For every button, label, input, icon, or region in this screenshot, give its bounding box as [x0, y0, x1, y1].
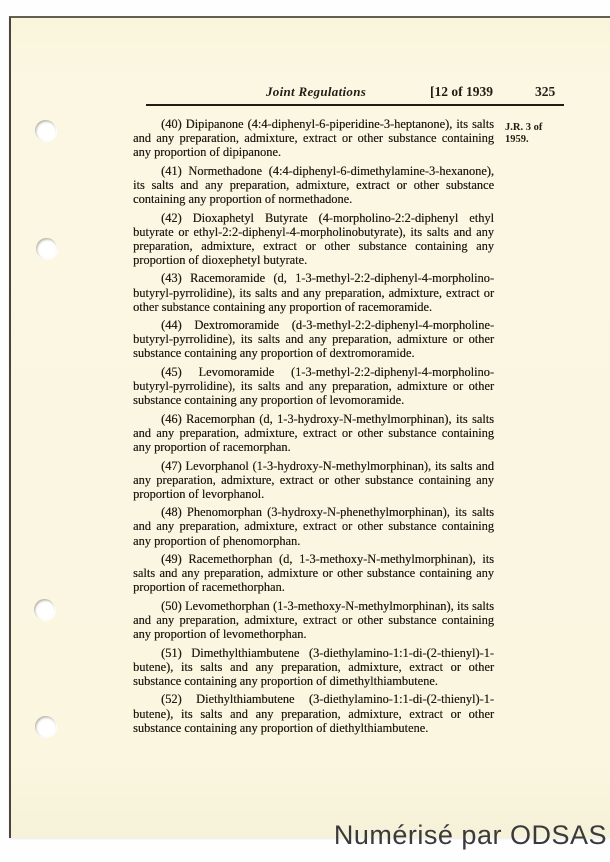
regulation-paragraph: (40) Dipipanone (4:4-diphenyl-6-piperidine-3-heptanone), its salts and any preparation, admixture, extract or other substance containing any proportion of dipipanone. — [133, 117, 494, 160]
regulation-paragraph: (50) Levomethorphan (1-3-methoxy-N-methylmorphinan), its salts and any preparation, admixture, extract or other substance containing any proportion of levomethorphan. — [133, 598, 494, 642]
regulation-paragraph: (47) Levorphanol (1-3-hydroxy-N-methylmorphinan), its salts and any preparation, admixture, extract or other substance containing any proportion of levorphanol. — [133, 458, 494, 501]
punch-hole — [35, 716, 56, 737]
running-header-citation: [12 of 1939 — [430, 84, 493, 99]
regulation-paragraph: (46) Racemorphan (d, 1-3-hydroxy-N-methylmorphinan), its salts and any preparation, admixture, extract or other substance containing any proportion of racemorphan. — [133, 411, 494, 454]
running-header-title: Joint Regulations — [266, 84, 367, 99]
page-number: 325 — [535, 84, 556, 99]
header-rule — [146, 104, 564, 106]
regulation-paragraph: (44) Dextromoramide (d-3-methyl-2:2-diphenyl-4-morpholine-butyryl-pyrrolidine), its salts and any preparation, admixture or other substance containing any proportion of dextromoramide. — [133, 318, 494, 361]
regulation-paragraph: (45) Levomoramide (1-3-methyl-2:2-diphenyl-4-morpholino-butyryl-pyrrolidine), its salts and any preparation, admixture or other substance containing any proportion of levomoramide. — [133, 365, 494, 408]
paragraph-list — [133, 117, 494, 739]
regulation-paragraph: (42) Dioxaphetyl Butyrate (4-morpholino-2:2-diphenyl ethyl butyrate or ethyl-2:2-diphenyl-4-morpholinobutyrate), its salts and any preparation, admixture, extract or other substance containing any proportion of dioxephetyl butyrate. — [133, 210, 494, 267]
punch-hole — [36, 238, 57, 259]
regulation-paragraph: (51) Dimethylthiambutene (3-diethylamino-1:1-di-(2-thienyl)-1-butene), its salts and any preparation, admixture, extract or other substance containing any proportion of dimethylthiambutene. — [133, 645, 494, 688]
scanned-page — [9, 16, 610, 838]
margin-note: J.R. 3 of 1959. — [505, 122, 543, 145]
regulation-paragraph: (52) Diethylthiambutene (3-diethylamino-1:1-di-(2-thienyl)-1-butene), its salts and any preparation, admixture, extract or other substance containing any proportion of diethylthiambutene. — [133, 692, 494, 735]
regulation-paragraph: (49) Racemethorphan (d, 1-3-methoxy-N-methylmorphinan), its salts and any preparation, admixture or other substance containing any proportion of racemethorphan. — [133, 552, 494, 595]
regulation-paragraph: (41) Normethadone (4:4-diphenyl-6-dimethylamine-3-hexanone), its salts and any preparation, admixture, extract or other substance containing any proportion of normethadone. — [133, 163, 494, 206]
regulation-paragraph: (48) Phenomorphan (3-hydroxy-N-phenethylmorphinan), its salts and any preparation, admixture, extract or other substance containing any proportion of phenomorphan. — [133, 505, 494, 548]
punch-hole — [34, 599, 55, 620]
punch-hole — [35, 120, 56, 141]
watermark: Numérisé par ODSAS — [333, 820, 607, 850]
regulation-paragraph: (43) Racemoramide (d, 1-3-methyl-2:2-diphenyl-4-morpholino-butyryl-pyrrolidine), its salts and any preparation, admixture, extract or other substance containing any proportion of racemoramide. — [133, 271, 494, 314]
